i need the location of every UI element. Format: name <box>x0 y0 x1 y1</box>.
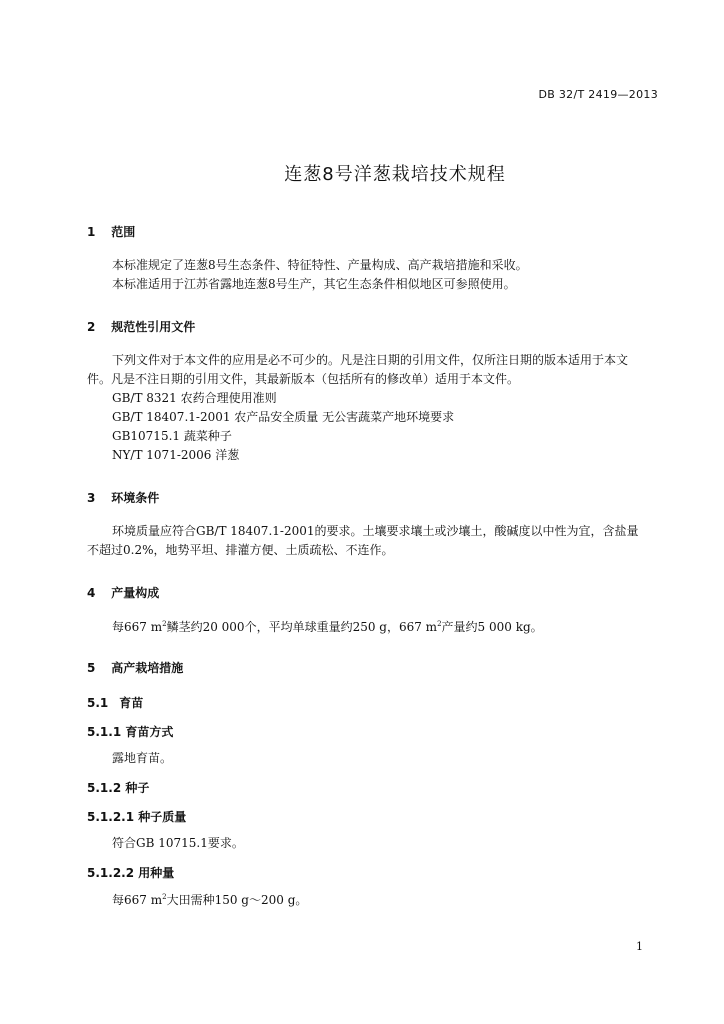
paragraph <box>112 618 543 637</box>
text-run: 每667 m <box>112 893 163 907</box>
section-5-1-2-heading <box>87 779 149 796</box>
section-2-heading <box>87 318 195 335</box>
paragraph: 露地育苗。 <box>112 751 173 765</box>
reference-item: GB/T 8321 农药合理使用准则 <box>112 391 277 405</box>
section-number: 1 <box>87 225 96 239</box>
paragraph: 符合GB 10715.1要求。 <box>112 836 244 850</box>
paragraph: 本标准规定了连葱8号生态条件、特征特性、产量构成、高产栽培措施和采收。 <box>112 258 528 272</box>
superscript: 2 <box>162 620 167 628</box>
section-number: 5.1.1 <box>87 725 122 739</box>
document-title: 连葱8号洋葱栽培技术规程 <box>284 164 506 185</box>
section-5-1-1-heading <box>87 723 173 740</box>
section-number: 5 <box>87 661 96 675</box>
section-1-heading <box>87 223 135 240</box>
section-title: 范围 <box>111 225 136 239</box>
paragraph: 本标准适用于江苏省露地连葱8号生产，其它生态条件相似地区可参照使用。 <box>112 277 516 291</box>
reference-item: GB10715.1 蔬菜种子 <box>112 429 232 443</box>
paragraph-continuation: 不超过0.2%，地势平坦、排灌方便、土质疏松、不连作。 <box>87 543 394 557</box>
standard-number: DB 32/T 2419—2013 <box>538 88 658 101</box>
section-title: 用种量 <box>138 866 175 880</box>
reference-item: NY/T 1071-2006 洋葱 <box>112 448 240 462</box>
text-run: 每667 m <box>112 620 163 634</box>
section-title: 环境条件 <box>111 491 160 505</box>
section-number: 3 <box>87 491 96 505</box>
section-3-heading <box>87 489 159 506</box>
section-5-heading <box>87 659 183 676</box>
section-4-heading <box>87 584 159 601</box>
text-run: 产量约5 000 kg。 <box>441 620 543 634</box>
section-5-1-heading <box>87 694 143 711</box>
paragraph <box>112 891 307 910</box>
paragraph-continuation: 件。凡是不注日期的引用文件，其最新版本（包括所有的修改单）适用于本文件。 <box>87 372 520 386</box>
section-number: 5.1.2.1 <box>87 810 135 824</box>
section-title: 育苗方式 <box>125 725 174 739</box>
superscript: 2 <box>437 620 442 628</box>
text-run: 大田需种150 g～200 g。 <box>166 893 308 907</box>
section-title: 育苗 <box>119 696 144 710</box>
section-title: 产量构成 <box>111 586 160 600</box>
text-run: 鳞茎约20 000个，平均单球重量约250 g，667 m <box>166 620 438 634</box>
section-number: 5.1.2.2 <box>87 866 135 880</box>
paragraph: 环境质量应符合GB/T 18407.1-2001的要求。土壤要求壤土或沙壤土，酸碱度以中性为宜，含盐量 <box>112 524 639 538</box>
section-title: 种子 <box>125 781 150 795</box>
section-5-1-2-1-heading <box>87 808 186 825</box>
section-number: 2 <box>87 320 96 334</box>
section-number: 5.1 <box>87 696 109 710</box>
reference-item: GB/T 18407.1-2001 农产品安全质量 无公害蔬菜产地环境要求 <box>112 410 455 424</box>
section-number: 5.1.2 <box>87 781 122 795</box>
page-number: 1 <box>636 940 643 953</box>
superscript: 2 <box>162 893 167 901</box>
paragraph: 下列文件对于本文件的应用是必不可少的。凡是注日期的引用文件，仅所注日期的版本适用于本文 <box>112 353 629 367</box>
section-title: 高产栽培措施 <box>111 661 184 675</box>
section-title: 规范性引用文件 <box>111 320 196 334</box>
section-5-1-2-2-heading <box>87 864 174 881</box>
section-number: 4 <box>87 586 96 600</box>
section-title: 种子质量 <box>138 810 187 824</box>
